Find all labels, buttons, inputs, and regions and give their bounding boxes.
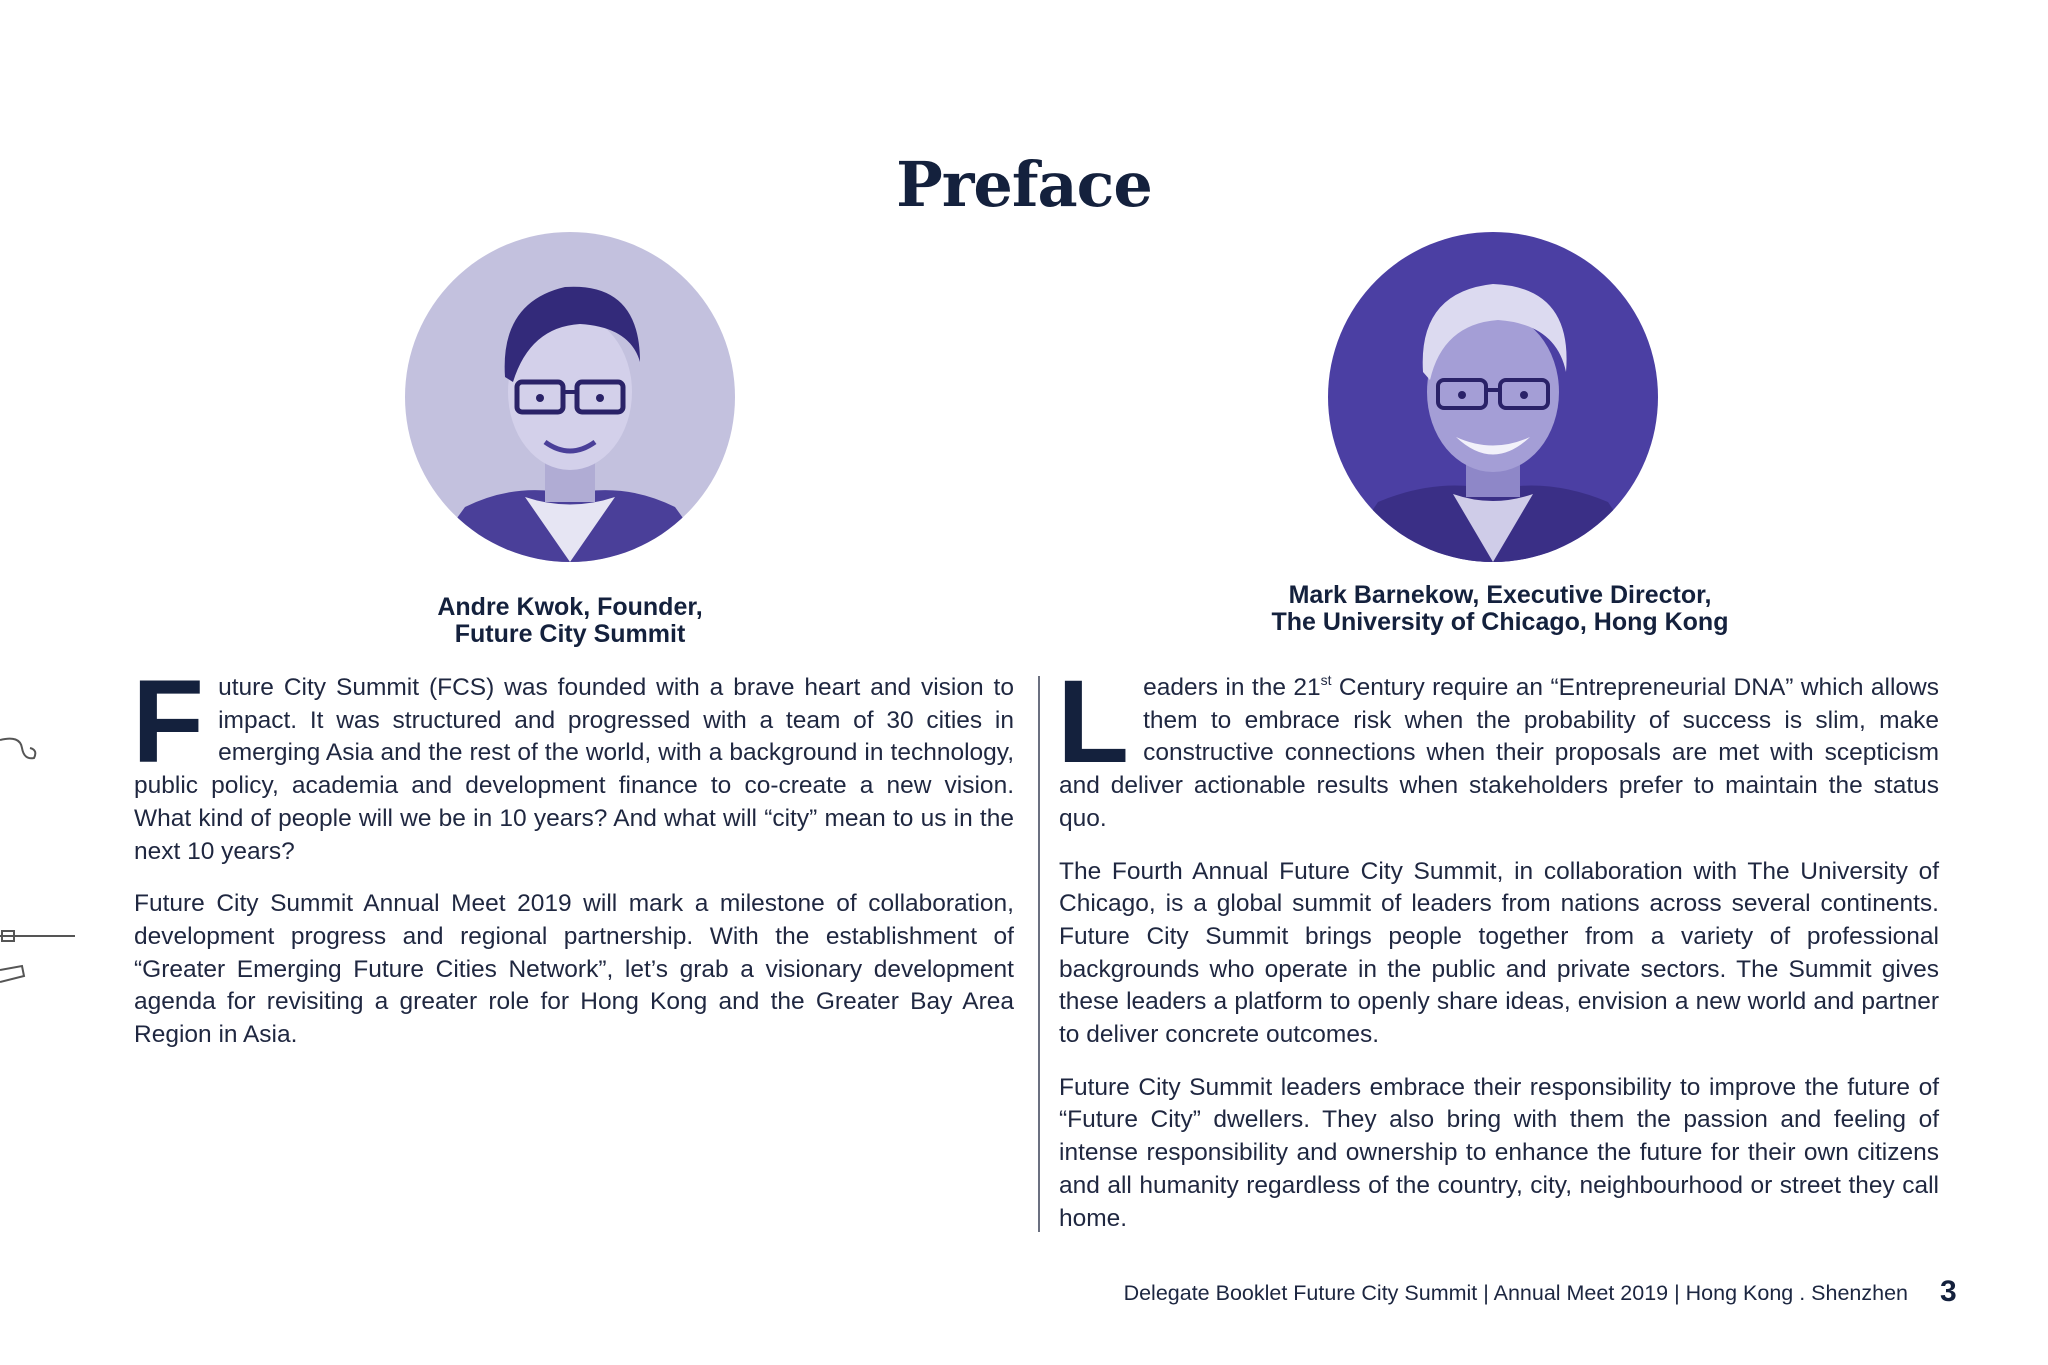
portrait-illustration-left (405, 232, 735, 562)
paragraph-right-1-text-a: eaders in the 21 (1143, 674, 1321, 701)
paragraph-right-1-text-b: Century require an “Entrepreneurial DNA” which allows them to embrace risk when the probability of success is slim, make constructive connections when their proposals are met with scepticism and deliver actionable results when stakeholders prefer to maintain the status quo. (1059, 674, 1939, 832)
margin-doodle-sketch (0, 720, 90, 1000)
speaker-caption-left (370, 594, 770, 648)
portrait-illustration-right (1328, 232, 1658, 562)
portrait-mark-barnekow (1328, 232, 1658, 562)
page-title: Preface (896, 148, 1152, 221)
paragraph-right-2: The Fourth Annual Future City Summit, in collaboration with The University of Chicago, is a global summit of leaders from nations across several continents. Future City Summit brings people together from a variety of professional backgrounds who operate in the public and private sectors. The Summit gives these leaders a platform to openly share ideas, envision a new world and partner to deliver concrete outcomes. (1059, 857, 1939, 1049)
superscript-st: st (1320, 672, 1332, 688)
drop-cap-right: L (1057, 656, 1130, 788)
caption-name-left: Andre Kwok, Founder, (437, 593, 703, 621)
caption-org-right: The University of Chicago, Hong Kong (1271, 608, 1729, 636)
paragraph-right-3: Future City Summit leaders embrace their responsibility to improve the future of “Future City” dwellers. They also bring with them the passion and feeling of intense responsibility and ownership to enhance the future for their own citizens and all humanity regardless of the country, city, neighbourhood or street they call home. (1059, 1073, 1939, 1232)
portrait-andre-kwok (405, 232, 735, 562)
column-divider (1038, 676, 1040, 1232)
caption-name-right: Mark Barnekow, Executive Director, (1288, 581, 1712, 609)
paragraph-left-2: Future City Summit Annual Meet 2019 will mark a milestone of collaboration, development progress and regional partnership. With the establishment of “Greater Emerging Future Cities Network”, let’s grab a visionary development agenda for revisiting a greater role for Hong Kong and the Greater Bay Area Region in Asia. (134, 890, 1014, 1049)
drop-cap-left: F (132, 656, 205, 788)
preface-column-left (132, 656, 1014, 1072)
paragraph-right-1 (1057, 656, 1939, 836)
paragraph-left-1-text: uture City Summit (FCS) was founded with a brave heart and vision to impact. It was structured and progressed with a team of 30 cities in emerging Asia and the rest of the world, with a background in technology, public policy, academia and development finance to co-create a new vision. What kind of people will we be in 10 years? And what will “city” mean to us in the next 10 years? (134, 674, 1014, 865)
page-number: 3 (1940, 1275, 1957, 1308)
speaker-caption-right (1200, 582, 1800, 636)
footer-text: Delegate Booklet Future City Summit | Annual Meet 2019 | Hong Kong . Shenzhen (1123, 1281, 1908, 1305)
preface-column-right (1057, 656, 1939, 1255)
paragraph-left-1 (132, 656, 1014, 868)
caption-org-left: Future City Summit (454, 620, 686, 648)
